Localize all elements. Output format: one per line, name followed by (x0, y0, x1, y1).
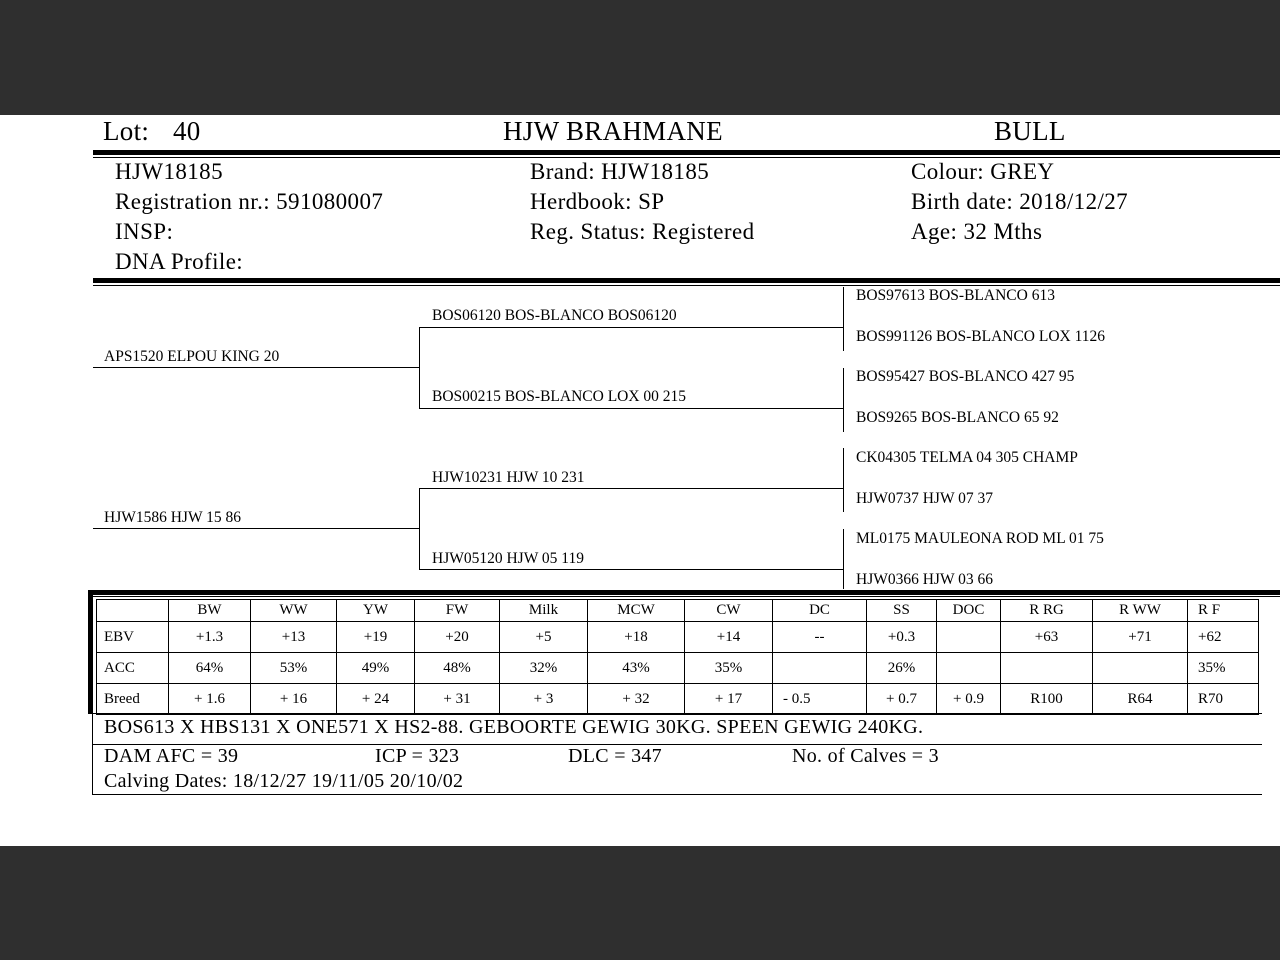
animal-sex: BULL (994, 116, 1066, 146)
dna-profile-field: DNA Profile: (115, 249, 244, 274)
header-rule-thick (93, 150, 1280, 155)
dam-afc: DAM AFC = 39 (104, 745, 239, 767)
ebv-row-label: ACC (97, 653, 169, 684)
herdbook-field: Herdbook: SP (530, 189, 665, 214)
ebv-row-ebv (97, 622, 1259, 653)
ebv-col-header: YW (337, 600, 415, 622)
bottom-letterbox-band (0, 846, 1280, 960)
dam-icp: ICP = 323 (375, 745, 460, 767)
pedigree-gg-5: CK04305 TELMA 04 305 CHAMP (856, 449, 1078, 466)
pedigree-dam-bracket (419, 488, 420, 570)
pedigree-gg-1: BOS97613 BOS-BLANCO 613 (856, 287, 1055, 304)
ebv-corner-cell (97, 600, 169, 622)
animal-id: HJW18185 (115, 159, 223, 184)
ebv-cell: 35% (1188, 653, 1259, 684)
pedigree-sire-dam-line (419, 408, 844, 409)
insp-field: INSP: (115, 219, 174, 244)
ebv-cell: 43% (588, 653, 685, 684)
ebv-col-header: Milk (500, 600, 588, 622)
lot-catalogue-page (0, 115, 1280, 846)
pedigree-sire-dam: BOS00215 BOS-BLANCO LOX 00 215 (432, 388, 687, 405)
ebv-cell (937, 653, 1001, 684)
ebv-col-header: FW (415, 600, 500, 622)
ebv-cell: 53% (251, 653, 337, 684)
ebv-cell: +0.3 (867, 622, 937, 653)
ebv-cell: -- (773, 622, 867, 653)
colour-field: Colour: GREY (911, 159, 1055, 184)
ebv-cell: + 3 (500, 684, 588, 715)
ebv-cell: + 1.6 (169, 684, 251, 715)
ebv-cell: R70 (1188, 684, 1259, 715)
ebv-cell: +20 (415, 622, 500, 653)
pedigree-dam-line (93, 528, 420, 529)
birth-date-field: Birth date: 2018/12/27 (911, 189, 1129, 214)
ebv-col-header: DC (773, 600, 867, 622)
lot-label: Lot: (103, 116, 150, 146)
ebv-left-border (88, 590, 93, 714)
breeder-name: HJW BRAHMANE (503, 116, 723, 146)
ebv-cell: +14 (685, 622, 773, 653)
ebv-cell: + 17 (685, 684, 773, 715)
ebv-cell (773, 653, 867, 684)
ebv-cell: +19 (337, 622, 415, 653)
pedigree-gg-bracket-1a (843, 287, 844, 327)
ebv-col-header: MCW (588, 600, 685, 622)
ebv-row-acc (97, 653, 1259, 684)
ebv-cell: 35% (685, 653, 773, 684)
ebv-row-label: Breed (97, 684, 169, 715)
brand-field: Brand: HJW18185 (530, 159, 710, 184)
ebv-cell: 26% (867, 653, 937, 684)
pedigree-gg-bracket-4a (843, 529, 844, 569)
top-letterbox-band (0, 0, 1280, 115)
pedigree-gg-bracket-3a (843, 448, 844, 488)
ebv-cell: + 0.7 (867, 684, 937, 715)
ebv-rule-thin (88, 596, 1280, 597)
pedigree-dam: HJW1586 HJW 15 86 (104, 509, 242, 526)
ebv-cell: +13 (251, 622, 337, 653)
pedigree-sire-line (93, 367, 420, 368)
pedigree-sire-bracket (419, 327, 420, 409)
age-field: Age: 32 Mths (911, 219, 1043, 244)
pedigree-gg-bracket-2a (843, 368, 844, 408)
pedigree-sire-sire: BOS06120 BOS-BLANCO BOS06120 (432, 307, 677, 324)
ebv-cell: R100 (1001, 684, 1093, 715)
ebv-cell: 48% (415, 653, 500, 684)
ebv-cell: + 0.9 (937, 684, 1001, 715)
pedigree-gg-2: BOS991126 BOS-BLANCO LOX 1126 (856, 328, 1106, 345)
ebv-row-breed (97, 684, 1259, 715)
pedigree-gg-bracket-2b (843, 408, 844, 432)
ebv-cell: - 0.5 (773, 684, 867, 715)
ebv-cell: +1.3 (169, 622, 251, 653)
ebv-col-header: R WW (1093, 600, 1188, 622)
pedigree-sire: APS1520 ELPOU KING 20 (104, 348, 280, 365)
pedigree-gg-3: BOS95427 BOS-BLANCO 427 95 (856, 368, 1075, 385)
ebv-col-header: SS (867, 600, 937, 622)
ebv-cell: 32% (500, 653, 588, 684)
lot-number: 40 (173, 116, 201, 146)
ebv-col-header: BW (169, 600, 251, 622)
ebv-header-row (97, 600, 1259, 622)
ebv-cell: +5 (500, 622, 588, 653)
ebv-col-header: CW (685, 600, 773, 622)
pedigree-dam-dam-line (419, 569, 844, 570)
pedigree-gg-bracket-3b (843, 488, 844, 512)
pedigree-gg-4: BOS9265 BOS-BLANCO 65 92 (856, 409, 1059, 426)
header-rule-thin (93, 157, 1280, 158)
ebv-cell: 64% (169, 653, 251, 684)
ebv-cell: +62 (1188, 622, 1259, 653)
pedigree-sire-sire-line (419, 327, 844, 328)
pedigree-dam-sire: HJW10231 HJW 10 231 (432, 469, 585, 486)
ebv-cell: + 31 (415, 684, 500, 715)
ebv-table (96, 599, 1259, 715)
ebv-cell: + 32 (588, 684, 685, 715)
pedigree-dam-dam: HJW05120 HJW 05 119 (432, 550, 584, 567)
ebv-row-label: EBV (97, 622, 169, 653)
info-rule-thick (93, 278, 1280, 283)
remarks-text: BOS613 X HBS131 X ONE571 X HS2-88. GEBOORTE GEWIG 30KG. SPEEN GEWIG 240KG. (104, 716, 924, 738)
ebv-cell (1093, 653, 1188, 684)
pedigree-gg-7: ML0175 MAULEONA ROD ML 01 75 (856, 530, 1104, 547)
info-rule-thin (93, 285, 1280, 286)
ebv-cell: +63 (1001, 622, 1093, 653)
ebv-cell (1001, 653, 1093, 684)
ebv-col-header: WW (251, 600, 337, 622)
ebv-cell (937, 622, 1001, 653)
pedigree-gg-bracket-1b (843, 327, 844, 351)
pedigree-gg-8: HJW0366 HJW 03 66 (856, 571, 994, 588)
pedigree-dam-sire-line (419, 488, 844, 489)
ebv-col-header: DOC (937, 600, 1001, 622)
calving-dates: Calving Dates: 18/12/27 19/11/05 20/10/02 (104, 770, 464, 792)
registration-number: Registration nr.: 591080007 (115, 189, 384, 214)
ebv-cell: +71 (1093, 622, 1188, 653)
ebv-cell: + 24 (337, 684, 415, 715)
ebv-col-header: R RG (1001, 600, 1093, 622)
ebv-cell: R64 (1093, 684, 1188, 715)
ebv-rule-thick (88, 590, 1280, 595)
ebv-cell: +18 (588, 622, 685, 653)
ebv-cell: + 16 (251, 684, 337, 715)
dam-dlc: DLC = 347 (568, 745, 662, 767)
reg-status-field: Reg. Status: Registered (530, 219, 755, 244)
pedigree-gg-bracket-4b (843, 569, 844, 589)
pedigree-gg-6: HJW0737 HJW 07 37 (856, 490, 994, 507)
dam-calves-count: No. of Calves = 3 (792, 745, 939, 767)
ebv-col-header: R F (1188, 600, 1259, 622)
ebv-cell: 49% (337, 653, 415, 684)
